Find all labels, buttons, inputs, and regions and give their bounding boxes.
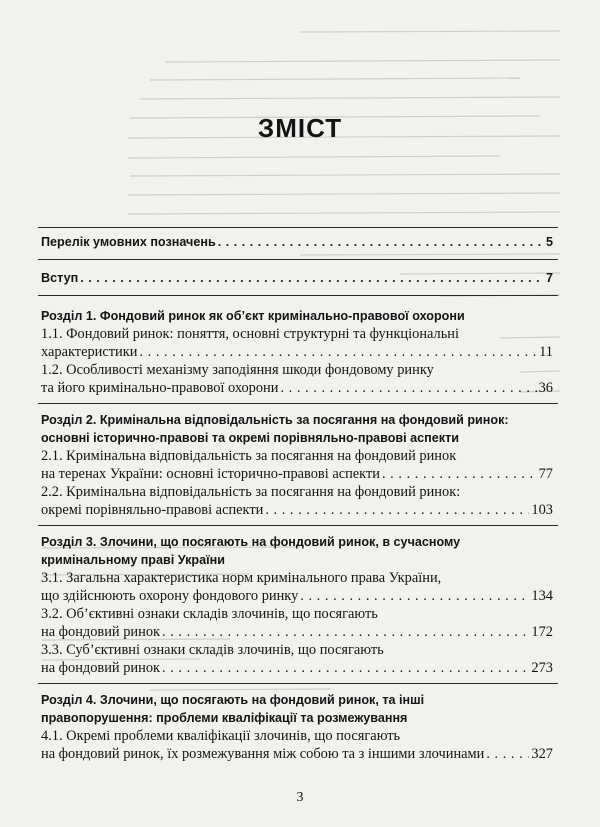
toc-item-text: 3.3. Суб’єктивні ознаки складів злочинів, що посягають (41, 642, 384, 658)
section-heading (41, 429, 553, 447)
toc-item-text: 2.1. Кримінальна відповідальність за посягання на фондовий ринок (41, 448, 457, 464)
toc-item-text: 3.1. Загальна характеристика норм кримінального права України, (41, 570, 442, 586)
toc-item (41, 361, 553, 379)
toc-item-text: 3.2. Об’єктивні ознаки складів злочинів, що посягають (41, 606, 378, 622)
separator-rule (38, 525, 558, 526)
toc-page-ref: 103 (531, 502, 553, 518)
toc-item-text: на фондовий ринок (41, 660, 161, 676)
toc-item (41, 447, 553, 465)
toc-item-text: на теренах України: основні історично-правові аспекти (41, 466, 380, 482)
toc-page-ref: 172 (531, 624, 553, 640)
toc-entry (41, 269, 553, 287)
section-heading-text: правопорушення: проблеми кваліфікації та розмежування (41, 711, 408, 725)
toc-item-text: окремі порівняльно-правові аспекти (41, 502, 264, 518)
toc-item-text: 1.1. Фондовий ринок: поняття, основні структурні та функціональні (41, 326, 459, 342)
toc-entry-text: Вступ (41, 271, 79, 285)
toc-item (41, 623, 553, 641)
dot-leader (139, 343, 537, 361)
separator-rule (38, 259, 558, 260)
toc-item-text: на фондовий ринок (41, 624, 161, 640)
section-heading (41, 307, 553, 325)
section-heading (41, 691, 553, 709)
toc-item (41, 483, 553, 501)
toc-entry-text: Перелік умовних позначень (41, 235, 216, 249)
toc-page-ref: 5 (545, 235, 553, 249)
section-heading (41, 551, 553, 569)
toc-page-ref: 7 (545, 271, 553, 285)
toc-entry (41, 233, 553, 251)
toc-page-ref: 11 (539, 344, 553, 360)
dot-leader (486, 745, 529, 763)
dot-leader (265, 501, 529, 519)
dot-leader (162, 659, 529, 677)
section-heading-text: кримінальному праві України (41, 553, 225, 567)
toc-item-text: на фондовий ринок, їх розмежування між собою та з іншими злочинами (41, 746, 485, 762)
section-heading-text: Розділ 1. Фондовий ринок як об’єкт кримінально-правової охорони (41, 309, 465, 323)
toc-item (41, 745, 553, 763)
separator-rule (38, 295, 558, 296)
dot-leader (218, 233, 544, 251)
toc-item (41, 587, 553, 605)
toc-item-text: характеристики (41, 344, 138, 360)
dot-leader (162, 623, 529, 641)
toc-item-text: 4.1. Окремі проблеми кваліфікації злочинів, що посягають (41, 728, 401, 744)
section-heading-text: Розділ 3. Злочини, що посягають на фондовий ринок, в сучасному (41, 535, 461, 549)
section-heading (41, 709, 553, 727)
toc-item (41, 569, 553, 587)
toc-item (41, 465, 553, 483)
section-heading (41, 411, 553, 429)
toc-page-ref: 134 (531, 588, 553, 604)
section-heading-text: Розділ 2. Кримінальна відповідальність за посягання на фондовий ринок: (41, 413, 509, 427)
toc-item-text: що здійснюють охорону фондового ринку (41, 588, 299, 604)
toc-item (41, 343, 553, 361)
toc-page-ref: 36 (538, 380, 553, 396)
dot-leader (382, 465, 537, 483)
section-heading-text: основні історично-правові та окремі порівняльно-правові аспекти (41, 431, 460, 445)
separator-rule (38, 403, 558, 404)
toc-item-text: 2.2. Кримінальна відповідальність за посягання на фондовий ринок: (41, 484, 461, 500)
toc-item (41, 501, 553, 519)
section-heading-text: Розділ 4. Злочини, що посягають на фондовий ринок, та інші (41, 693, 425, 707)
dot-leader (280, 379, 536, 397)
toc-page-ref: 327 (531, 746, 553, 762)
dot-leader (300, 587, 529, 605)
toc-page-ref: 273 (531, 660, 553, 676)
toc-item (41, 605, 553, 623)
toc-page-ref: 77 (538, 466, 553, 482)
toc-item (41, 641, 553, 659)
separator-rule (38, 227, 558, 228)
page-number: 3 (296, 790, 304, 805)
toc-item-text: 1.2. Особливості механізму заподіяння шкоди фондовому ринку (41, 362, 434, 378)
dot-leader (80, 269, 544, 287)
toc-item (41, 379, 553, 397)
toc-item (41, 727, 553, 745)
toc-item-text: та його кримінально-правової охорони (41, 380, 279, 396)
toc-item (41, 659, 553, 677)
toc-item (41, 325, 553, 343)
section-heading (41, 533, 553, 551)
toc-title: ЗМІСТ (257, 113, 343, 143)
separator-rule (38, 683, 558, 684)
